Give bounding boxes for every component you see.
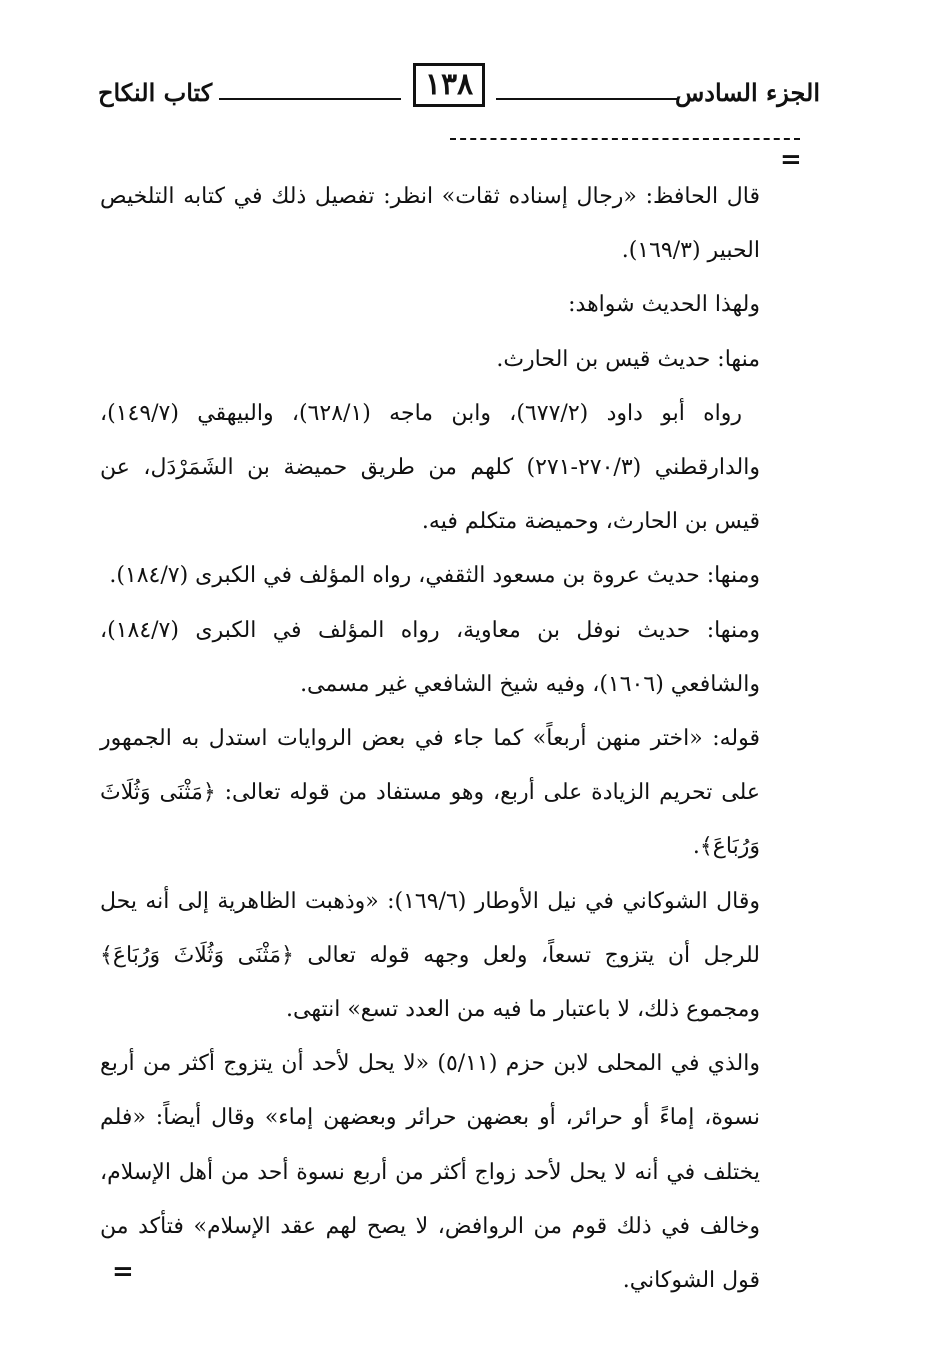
paragraph: ومنها: حديث نوفل بن معاوية، رواه المؤلف في الكبرى (١٨٤/٧)، والشافعي (١٦٠٦)، وفيه شيخ الشافعي غير مسمى. <box>100 617 760 697</box>
page-body <box>100 170 760 1308</box>
continuation-mark-bottom: = <box>112 1257 134 1287</box>
header-rule-right <box>496 98 678 100</box>
paragraph: وقال الشوكاني في نيل الأوطار (١٦٩/٦): «وذهبت الظاهرية إلى أنه يحل للرجل أن يتزوج تسعاً، ولعل وجهه قوله تعالى ﴿مَثْنَى وَثُلَاثَ وَرُبَاعَ﴾ ومجموع ذلك، لا باعتبار ما فيه من العدد تسع» انتهى. <box>100 888 761 1023</box>
paragraph: قال الحافظ: «رجال إسناده ثقات» انظر: تفصيل ذلك في كتابه التلخيص الحبير (١٦٩/٣). <box>100 184 760 264</box>
paragraph: رواه أبو داود (٦٧٧/٢)، وابن ماجه (٦٢٨/١)، والبيهقي (١٤٩/٧)، والدارقطني (٢٧٠/٣-٢٧١) كلهم من طريق حميضة بن الشَمَرْدَل، عن قيس بن الحارث، وحميضة متكلم فيه. <box>100 400 760 535</box>
page-number: ١٣٨ <box>413 63 485 107</box>
paragraph: منها: حديث قيس بن الحارث. <box>496 346 760 372</box>
paragraph: ومنها: حديث عروة بن مسعود الثقفي، رواه المؤلف في الكبرى (١٨٤/٧). <box>109 563 760 589</box>
paragraph: ولهذا الحديث شواهد: <box>568 292 760 318</box>
continuation-mark-top: = <box>780 145 802 175</box>
paragraph: والذي في المحلى لابن حزم (٥/١١) «لا يحل لأحد أن يتزوج أكثر من أربع نسوة، إماءً أو حرائر، أو بعضهن حرائر وبعضهن إماء» وقال أيضاً: «فلم يختلف في أنه لا يحل لأحد زواج أكثر من أربع نسوة أحد من أهل الإسلام، وخالف في ذلك قوم من الروافض، لا يصح لهم عقد الإسلام» فتأكد من قول الشوكاني. <box>100 1051 760 1294</box>
paragraph: قوله: «اختر منهن أربعاً» كما جاء في بعض الروايات استدل به الجمهور على تحريم الزيادة على أربع، وهو مستفاد من قوله تعالى: ﴿مَثْنَى وَثُلَاثَ وَرُبَاعَ﴾. <box>100 726 760 860</box>
footnote-separator <box>450 138 800 140</box>
volume-title: الجزء السادس <box>674 78 820 107</box>
page-header <box>80 60 820 120</box>
book-title: كتاب النكاح <box>98 78 213 107</box>
header-rule-left <box>219 98 401 100</box>
